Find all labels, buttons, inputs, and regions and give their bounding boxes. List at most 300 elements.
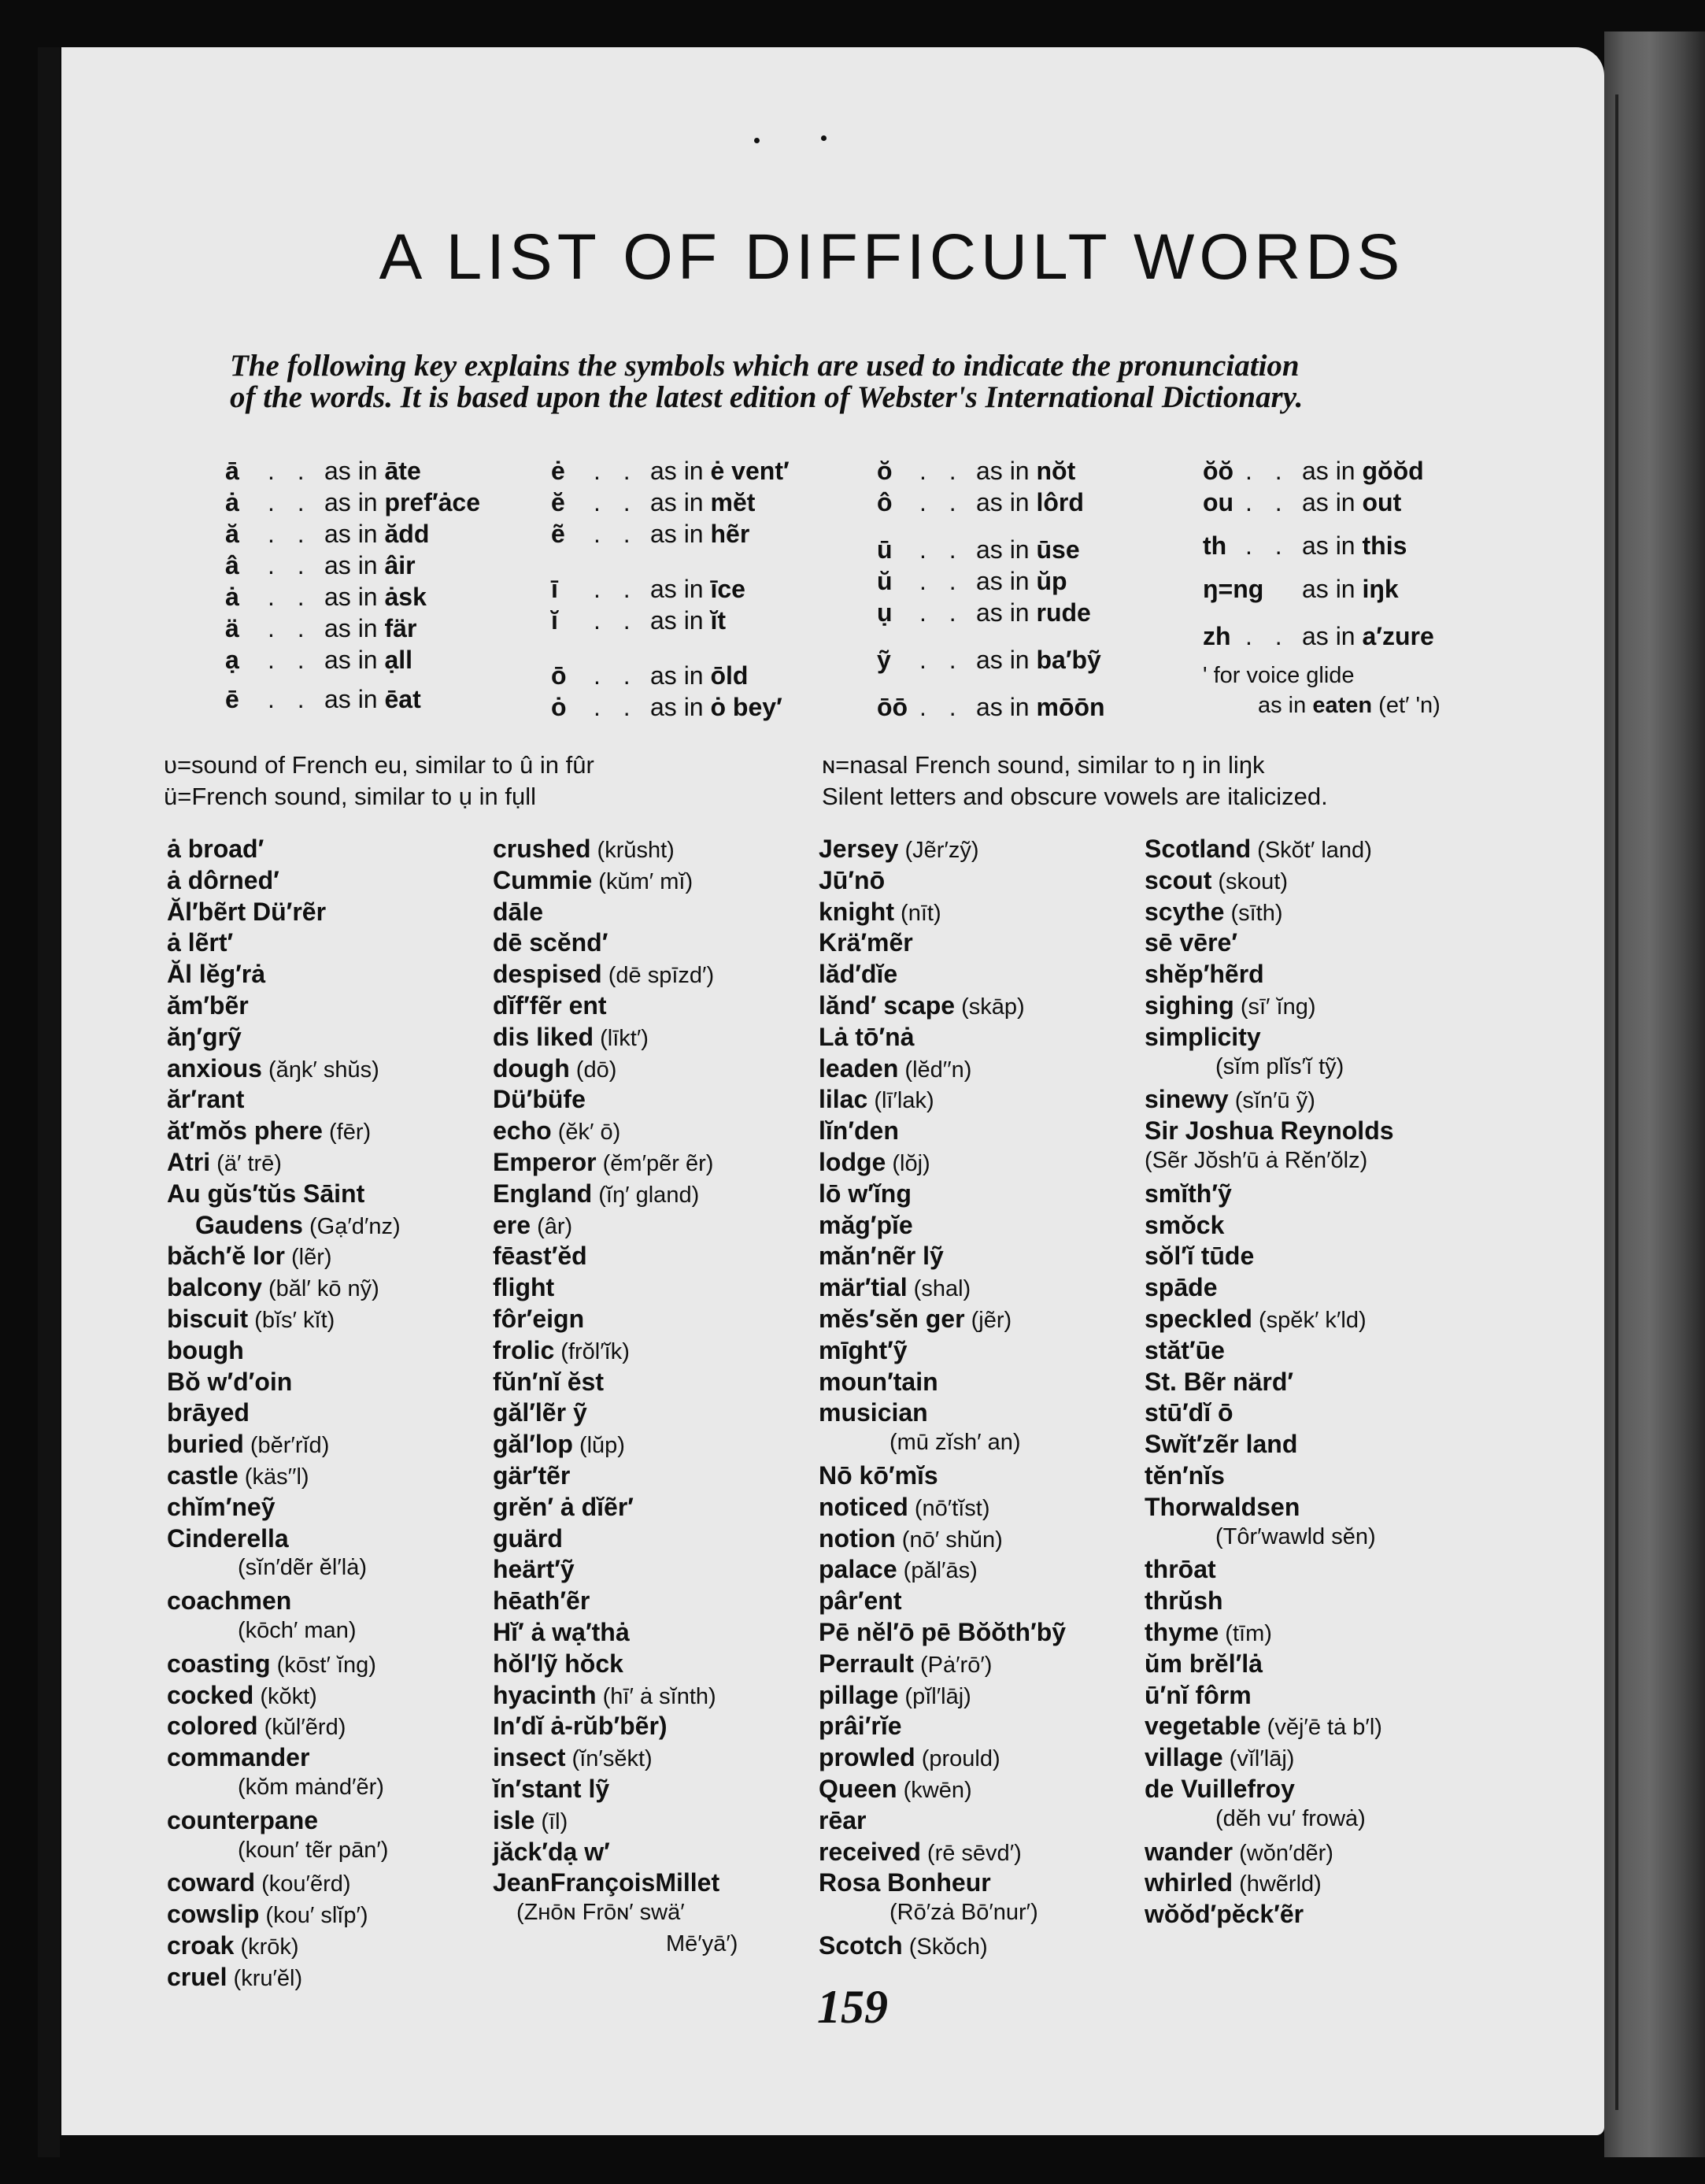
key-example-word: nŏt bbox=[1036, 457, 1076, 485]
key-dots: . . bbox=[594, 457, 638, 485]
headword: insect bbox=[493, 1743, 566, 1771]
key-dots: . . bbox=[268, 583, 313, 611]
key-entry bbox=[877, 646, 1101, 675]
key-as: as in bbox=[976, 488, 1037, 516]
key-entry bbox=[877, 567, 1067, 596]
headword: mär′tial bbox=[819, 1273, 908, 1301]
word-entry bbox=[819, 1681, 971, 1710]
pronunciation: (lĕd′′n) bbox=[898, 1057, 972, 1083]
key-example-word: ĭt bbox=[710, 606, 727, 635]
key-entry bbox=[1203, 622, 1434, 651]
headword: thrŭsh bbox=[1145, 1586, 1223, 1615]
headword: Emperor bbox=[493, 1148, 597, 1176]
pronunciation: (jẽr) bbox=[964, 1308, 1012, 1333]
pronunciation-continuation: (kōch′ man) bbox=[238, 1618, 357, 1643]
pronunciation: (wŏn′dẽr) bbox=[1233, 1841, 1333, 1866]
headword: coasting bbox=[167, 1649, 271, 1678]
key-as: as in bbox=[324, 551, 385, 579]
key-example-word: out bbox=[1362, 488, 1402, 516]
headword: commander bbox=[167, 1743, 310, 1771]
headword: prowled bbox=[819, 1743, 915, 1771]
intro-line: The following key explains the symbols which are used to indicate the pronunciation bbox=[230, 349, 1300, 383]
pronunciation: (Pȧ′rō′) bbox=[913, 1653, 993, 1678]
word-entry bbox=[1145, 1085, 1315, 1114]
pronunciation: (băl′ kō nỹ) bbox=[261, 1276, 379, 1301]
word-entry bbox=[167, 1931, 299, 1960]
key-dots: . . bbox=[919, 567, 964, 595]
headword: ȧ dôrned′ bbox=[167, 866, 279, 894]
headword: wander bbox=[1145, 1838, 1233, 1866]
pronunciation: (ĕk′ ō) bbox=[551, 1120, 621, 1145]
headword: de Vuillefroy bbox=[1145, 1775, 1295, 1803]
key-symbol: ŋ=ng bbox=[1203, 575, 1264, 603]
word-entry bbox=[493, 1116, 620, 1146]
headword: ȧ broad′ bbox=[167, 835, 264, 863]
key-symbol: ou bbox=[1203, 488, 1234, 516]
key-as: as in bbox=[324, 685, 385, 713]
word-entry bbox=[1145, 1116, 1394, 1146]
pronunciation-continuation: (koun′ tẽr pān′) bbox=[238, 1838, 389, 1863]
word-entry bbox=[1145, 928, 1237, 957]
word-entry bbox=[167, 1023, 242, 1052]
word-entry bbox=[195, 1211, 401, 1240]
pronunciation: (ĭn′sĕkt) bbox=[565, 1746, 653, 1771]
word-entry bbox=[1145, 1555, 1216, 1584]
headword: Ăl′bẽrt Dü′rẽr bbox=[167, 898, 327, 926]
key-entry bbox=[225, 646, 412, 675]
word-entry bbox=[493, 1524, 563, 1553]
key-as: as in bbox=[324, 488, 385, 516]
headword: cruel bbox=[167, 1963, 227, 1991]
word-entry bbox=[1145, 1242, 1254, 1271]
pronunciation: (bĕr′rĭd) bbox=[243, 1433, 330, 1458]
headword: leaden bbox=[819, 1054, 899, 1083]
key-example-word: ȧsk bbox=[384, 583, 427, 611]
key-example-word: ȯ bey′ bbox=[710, 693, 782, 721]
key-as: as in bbox=[1302, 488, 1363, 516]
word-entry bbox=[819, 1931, 988, 1960]
headword: simplicity bbox=[1145, 1023, 1261, 1051]
headword: pillage bbox=[819, 1681, 899, 1709]
key-as: as in bbox=[650, 606, 711, 635]
word-entry bbox=[819, 1524, 1003, 1553]
word-entry bbox=[1145, 1493, 1300, 1522]
word-entry bbox=[167, 1681, 317, 1710]
headword: speckled bbox=[1145, 1305, 1252, 1333]
headword: dē scĕnd′ bbox=[493, 928, 608, 957]
word-entry bbox=[819, 928, 913, 957]
headword: grĕn′ ȧ dĭẽr′ bbox=[493, 1493, 634, 1521]
headword: Swĭt′zẽr land bbox=[1145, 1430, 1298, 1458]
key-example-word: āte bbox=[384, 457, 421, 485]
key-dots: . . bbox=[268, 685, 313, 713]
word-entry bbox=[167, 1963, 302, 1992]
word-entry bbox=[493, 928, 608, 957]
pronunciation: (kwēn) bbox=[897, 1778, 972, 1803]
key-symbol: ȧ bbox=[225, 488, 239, 516]
pronunciation: (kou′ slĭp′) bbox=[259, 1903, 368, 1928]
word-entry bbox=[493, 1461, 570, 1490]
key-example-word: gŏŏd bbox=[1362, 457, 1424, 485]
headword: thyme bbox=[1145, 1618, 1219, 1646]
key-as: as in bbox=[976, 457, 1037, 485]
key-dots: . . bbox=[594, 661, 638, 690]
key-symbol: ā bbox=[225, 457, 239, 485]
pronunciation-continuation: (mū zĭsh′ an) bbox=[889, 1430, 1021, 1455]
headword: Atri bbox=[167, 1148, 211, 1176]
word-entry bbox=[167, 866, 279, 895]
key-entry bbox=[1203, 531, 1407, 561]
word-entry bbox=[493, 1555, 575, 1584]
key-as: as in bbox=[324, 614, 385, 642]
pronunciation: (ä′ trē) bbox=[210, 1151, 282, 1176]
key-entry bbox=[551, 488, 755, 517]
word-entry bbox=[493, 1085, 586, 1114]
pronunciation: (käs′′l) bbox=[238, 1464, 309, 1490]
word-entry bbox=[1145, 1461, 1225, 1490]
word-entry bbox=[167, 991, 249, 1020]
word-entry bbox=[167, 1368, 292, 1397]
word-entry bbox=[493, 1493, 634, 1522]
key-entry bbox=[877, 598, 1091, 627]
pronunciation-continuation: (Zʜōɴ Frōɴ′ swä′ bbox=[516, 1900, 685, 1925]
key-note: ü=French sound, similar to ụ in fụll bbox=[164, 783, 536, 810]
word-entry bbox=[819, 1054, 971, 1083]
headword: cowslip bbox=[167, 1900, 260, 1928]
page-number: 159 bbox=[817, 1981, 888, 2033]
key-symbol: ō bbox=[551, 661, 567, 690]
key-dots: . . bbox=[268, 457, 313, 485]
key-dots: . . bbox=[919, 457, 964, 485]
voice-glide-example bbox=[1258, 693, 1441, 719]
pronunciation: (kru′ĕl) bbox=[227, 1966, 303, 1991]
key-example-word: mĕt bbox=[710, 488, 756, 516]
word-entry bbox=[167, 1586, 291, 1616]
key-example-word: ūse bbox=[1036, 535, 1080, 564]
headword: lĭn′den bbox=[819, 1116, 899, 1145]
key-entry bbox=[225, 583, 427, 612]
word-entry bbox=[167, 1179, 364, 1209]
headword: ăr′rant bbox=[167, 1085, 245, 1113]
headword: croak bbox=[167, 1931, 235, 1960]
word-entry bbox=[493, 1179, 699, 1209]
pronunciation: (vĕj′ē tȧ b′l) bbox=[1260, 1715, 1382, 1740]
word-entry bbox=[167, 1242, 332, 1271]
word-entry bbox=[167, 960, 265, 989]
headword: Queen bbox=[819, 1775, 897, 1803]
word-entry bbox=[493, 1838, 610, 1867]
word-entry bbox=[493, 1712, 668, 1741]
word-entry bbox=[1145, 1586, 1223, 1616]
key-example-word: this bbox=[1362, 531, 1407, 560]
key-entry bbox=[551, 520, 749, 549]
word-entry bbox=[819, 960, 897, 989]
key-example-word: ōld bbox=[710, 661, 749, 690]
pronunciation: (fēr) bbox=[322, 1120, 372, 1145]
key-example-word: ė vent′ bbox=[710, 457, 790, 485]
key-example-word: īce bbox=[710, 575, 745, 603]
headword: ăt′mŏs phere bbox=[167, 1116, 323, 1145]
pronunciation: (krŭsht) bbox=[590, 838, 675, 863]
key-entry bbox=[225, 614, 416, 643]
page-title: A LIST OF DIFFICULT WORDS bbox=[379, 221, 1405, 293]
key-entry bbox=[877, 535, 1080, 565]
key-dots: . . bbox=[1245, 457, 1290, 485]
word-entry bbox=[167, 1054, 379, 1083]
pronunciation: (ĕm′pẽr ẽr) bbox=[596, 1151, 714, 1176]
key-example-word: mōōn bbox=[1036, 693, 1105, 721]
pronunciation: (kŭl′ẽrd) bbox=[257, 1715, 346, 1740]
key-dots: . . bbox=[1245, 531, 1290, 560]
key-as: as in bbox=[976, 598, 1037, 627]
pronunciation: (Skŏt′ land) bbox=[1251, 838, 1372, 863]
pronunciation: (dē spīzd′) bbox=[601, 963, 715, 988]
headword: hyacinth bbox=[493, 1681, 597, 1709]
key-example-word: fär bbox=[384, 614, 417, 642]
word-entry bbox=[493, 1681, 716, 1710]
headword: guärd bbox=[493, 1524, 563, 1553]
key-symbol: ỹ bbox=[877, 646, 891, 674]
headword: sē vēre′ bbox=[1145, 928, 1237, 957]
key-as: as in bbox=[324, 520, 385, 548]
pronunciation-continuation: (Rō′zȧ Bō′nur′) bbox=[889, 1900, 1038, 1925]
key-entry bbox=[1203, 457, 1424, 486]
headword: In′dĭ ȧ-rŭb′bẽr) bbox=[493, 1712, 668, 1740]
key-note: ɴ=nasal French sound, similar to ŋ in liŋk bbox=[822, 751, 1265, 779]
word-entry bbox=[493, 1775, 609, 1804]
word-entry bbox=[167, 1430, 329, 1459]
headword: jăck′dạ w′ bbox=[493, 1838, 610, 1866]
word-entry bbox=[819, 1493, 990, 1522]
word-entry bbox=[1145, 1868, 1322, 1897]
key-as: as in bbox=[976, 567, 1037, 595]
headword: sighing bbox=[1145, 991, 1234, 1020]
key-entry bbox=[551, 693, 782, 722]
word-entry bbox=[1145, 1211, 1224, 1240]
key-dots: . . bbox=[594, 575, 638, 603]
key-example-word: ạll bbox=[384, 646, 413, 674]
key-symbol: ŏŏ bbox=[1203, 457, 1234, 485]
headword: găl′lop bbox=[493, 1430, 573, 1458]
word-entry bbox=[819, 1618, 1066, 1647]
headword: anxious bbox=[167, 1054, 262, 1083]
key-notes-right bbox=[822, 750, 1328, 813]
headword: JeanFrançoisMillet bbox=[493, 1868, 720, 1897]
word-entry bbox=[1145, 1900, 1304, 1929]
key-symbol: ĭ bbox=[551, 606, 558, 635]
word-entry bbox=[493, 1618, 630, 1647]
headword: lănd′ scape bbox=[819, 991, 956, 1020]
headword: Lȧ tō′nȧ bbox=[819, 1023, 915, 1051]
key-symbol: ŏ bbox=[877, 457, 893, 485]
key-example-word: ŭp bbox=[1036, 567, 1067, 595]
headword: prâi′rĭe bbox=[819, 1712, 902, 1740]
key-entry bbox=[1203, 488, 1401, 517]
key-symbol: ä bbox=[225, 614, 239, 642]
word-entry bbox=[167, 1336, 244, 1365]
voice-glide-word: eaten bbox=[1312, 693, 1379, 718]
key-entry bbox=[225, 685, 421, 714]
headword: despised bbox=[493, 960, 602, 988]
key-dots: . . bbox=[919, 693, 964, 721]
key-entry bbox=[551, 457, 790, 486]
headword: echo bbox=[493, 1116, 552, 1145]
headword: Bŏ w′d′oin bbox=[167, 1368, 293, 1396]
headword: Krä′mẽr bbox=[819, 928, 913, 957]
headword: ū′nĭ fôrm bbox=[1145, 1681, 1252, 1709]
word-entry bbox=[1145, 1838, 1333, 1867]
pronunciation: (kou′ẽrd) bbox=[255, 1871, 351, 1897]
headword: biscuit bbox=[167, 1305, 249, 1333]
key-example-word: a′zure bbox=[1362, 622, 1434, 650]
key-dots: . . bbox=[919, 488, 964, 516]
key-dots: . . bbox=[919, 598, 964, 627]
word-entry bbox=[819, 991, 1025, 1020]
word-entry bbox=[493, 1054, 616, 1083]
pronunciation: (lŏj) bbox=[886, 1151, 930, 1176]
key-as: as in bbox=[976, 646, 1037, 674]
word-entry bbox=[819, 1085, 934, 1114]
key-note: Silent letters and obscure vowels are italicized. bbox=[822, 783, 1328, 810]
pronunciation: (kŏkt) bbox=[253, 1684, 317, 1709]
key-example-word: hẽr bbox=[710, 520, 750, 548]
headword: crushed bbox=[493, 835, 591, 863]
word-entry bbox=[493, 1868, 719, 1897]
headword: Au gŭs′tŭs Sāint bbox=[167, 1179, 365, 1208]
word-entry bbox=[167, 898, 326, 927]
pronunciation: (sīth) bbox=[1224, 901, 1283, 926]
word-entry bbox=[493, 1649, 623, 1679]
key-as: as in bbox=[324, 646, 385, 674]
key-as: as in bbox=[650, 693, 711, 721]
word-entry bbox=[1145, 866, 1288, 895]
key-dots: . . bbox=[1245, 488, 1290, 516]
word-entry bbox=[819, 1023, 914, 1052]
headword: Gaudens bbox=[195, 1211, 303, 1239]
key-as: as in bbox=[1302, 531, 1363, 560]
word-entry bbox=[819, 1116, 899, 1146]
word-entry bbox=[1145, 1273, 1217, 1302]
word-entry bbox=[1145, 1712, 1382, 1741]
word-entry bbox=[819, 1555, 978, 1584]
headword: Sir Joshua Reynolds bbox=[1145, 1116, 1394, 1145]
word-entry bbox=[819, 866, 885, 895]
key-symbol: ū bbox=[877, 535, 893, 564]
key-dots: . . bbox=[919, 535, 964, 564]
word-entry bbox=[1145, 1179, 1232, 1209]
pronunciation: (īl) bbox=[534, 1809, 568, 1834]
word-entry bbox=[167, 1524, 289, 1553]
pronunciation: (kōst′ ĭng) bbox=[270, 1653, 376, 1678]
key-dots: . . bbox=[268, 614, 313, 642]
pronunciation: (sī′ ĭng) bbox=[1233, 994, 1316, 1020]
pronunciation: (vĭl′lāj) bbox=[1222, 1746, 1295, 1771]
pronunciation-continuation: (kŏm mȧnd′ẽr) bbox=[238, 1775, 384, 1800]
key-example-word: âir bbox=[384, 551, 416, 579]
headword: sinewy bbox=[1145, 1085, 1229, 1113]
key-entry bbox=[225, 551, 416, 580]
key-dots: . . bbox=[268, 551, 313, 579]
headword: village bbox=[1145, 1743, 1223, 1771]
word-entry bbox=[167, 1868, 351, 1897]
word-entry bbox=[167, 835, 264, 864]
headword: chĭm′neỹ bbox=[167, 1493, 276, 1521]
headword: Hĭ′ ȧ wạ′thȧ bbox=[493, 1618, 630, 1646]
word-entry bbox=[493, 991, 607, 1020]
headword: lăd′dĭe bbox=[819, 960, 898, 988]
key-as: as in bbox=[650, 520, 711, 548]
key-symbol: ă bbox=[225, 520, 239, 548]
key-symbol: ȯ bbox=[551, 693, 567, 721]
headword: măg′pĭe bbox=[819, 1211, 913, 1239]
intro-text bbox=[230, 350, 1489, 413]
pronunciation: (Jẽr′zỹ) bbox=[898, 838, 979, 863]
word-entry bbox=[167, 1900, 368, 1929]
pronunciation: (skout) bbox=[1211, 869, 1289, 894]
word-entry bbox=[493, 1806, 568, 1835]
headword: stăt′ūe bbox=[1145, 1336, 1225, 1364]
pronunciation: (nīt) bbox=[893, 901, 941, 926]
word-entry bbox=[167, 1806, 318, 1835]
headword: ere bbox=[493, 1211, 531, 1239]
word-entry bbox=[167, 1712, 346, 1741]
key-as: as in bbox=[650, 488, 711, 516]
headword: dough bbox=[493, 1054, 570, 1083]
word-entry bbox=[819, 1586, 901, 1616]
key-example-word: ădd bbox=[384, 520, 430, 548]
headword: colored bbox=[167, 1712, 258, 1740]
word-entry bbox=[819, 1838, 1022, 1867]
word-entry bbox=[1145, 960, 1264, 989]
headword: Jū′nō bbox=[819, 866, 886, 894]
word-entry bbox=[493, 1242, 587, 1271]
key-as: as in bbox=[650, 575, 711, 603]
pronunciation: (păl′ās) bbox=[897, 1558, 978, 1583]
headword: coward bbox=[167, 1868, 256, 1897]
key-note: ᴜ=sound of French eu, similar to û in fûr bbox=[164, 751, 594, 779]
headword: ĭn′stant lỹ bbox=[493, 1775, 610, 1803]
word-entry bbox=[493, 1743, 653, 1772]
headword: St. Bẽr närd′ bbox=[1145, 1368, 1294, 1396]
word-entry bbox=[819, 1461, 938, 1490]
key-entry bbox=[551, 661, 748, 690]
key-symbol: ė bbox=[551, 457, 565, 485]
headword: scout bbox=[1145, 866, 1212, 894]
word-entry bbox=[819, 1398, 928, 1427]
headword: ăm′bẽr bbox=[167, 991, 249, 1020]
word-entry bbox=[167, 1743, 309, 1772]
key-notes-left bbox=[164, 750, 594, 813]
key-as: as in bbox=[650, 457, 711, 485]
headword: cocked bbox=[167, 1681, 254, 1709]
word-entry bbox=[1145, 991, 1316, 1020]
headword: mĕs′sĕn ger bbox=[819, 1305, 965, 1333]
pronunciation: (lẽr) bbox=[284, 1245, 332, 1270]
pronunciation: (bĭs′ kĭt) bbox=[248, 1308, 335, 1333]
key-symbol: â bbox=[225, 551, 239, 579]
headword: Cummie bbox=[493, 866, 593, 894]
word-entry bbox=[1145, 1775, 1295, 1804]
book-spine bbox=[38, 47, 60, 2157]
pronunciation-continuation: (dĕh vu′ frowȧ) bbox=[1215, 1806, 1366, 1831]
headword: moun′tain bbox=[819, 1368, 938, 1396]
word-entry bbox=[819, 1743, 1000, 1772]
pronunciation: (shal) bbox=[907, 1276, 971, 1301]
key-example-word: ba′bỹ bbox=[1036, 646, 1101, 674]
word-entry bbox=[819, 1273, 971, 1302]
word-entry bbox=[167, 1649, 376, 1679]
word-entry bbox=[167, 1148, 282, 1177]
